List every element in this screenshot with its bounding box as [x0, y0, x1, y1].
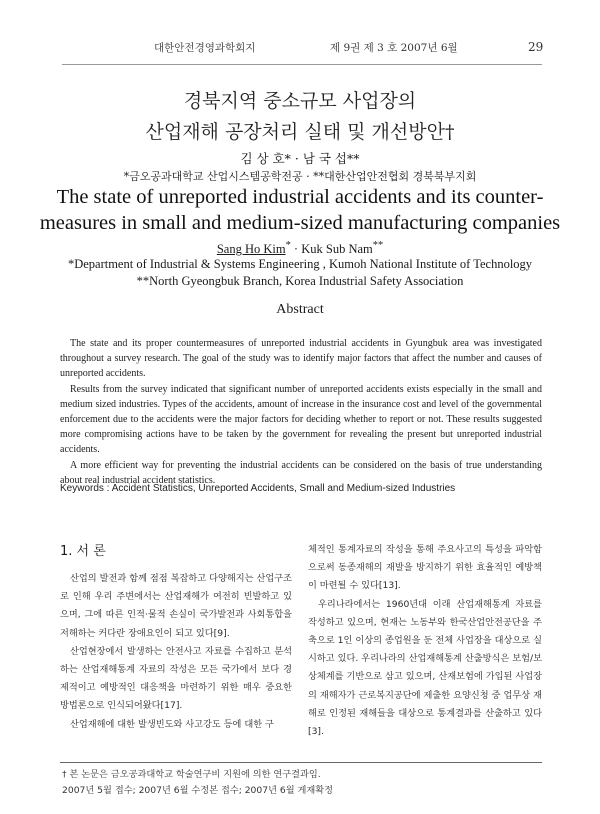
author-1-mark: * [285, 240, 291, 251]
body-paragraph: 체적인 통계자료의 작성을 통해 주요사고의 특성을 파악함으로써 동종재해의 재발을 방지하기 위한 효율적인 예방책이 마련될 수 있다[13]. [308, 544, 542, 592]
english-authors [0, 240, 600, 257]
body-paragraph: 우리나라에서는 1960년대 이래 산업재해통계 자료를 작성하고 있으며, 현재는 노동부와 한국산업안전공단을 주축으로 1인 이상의 종업원을 둔 전체 사업장을 대상으로 실시하고 있다. 우리나라의 산업재해통계 산출방식은 보험/보상체계를 기반으로 삼고 있으며, 산재보험에 가입된 사업장의 재해자가 근로복지공단에 제출한 요양신청 중 업무상 재해로 인정된 재해들을 대상으로 통계결과를 산출하고 있다[3]. [308, 598, 542, 738]
body-column-left [60, 570, 292, 734]
footnote-funding: † 본 논문은 금오공과대학교 학술연구비 지원에 의한 연구결과임. [62, 769, 321, 780]
korean-affiliation: *금오공과대학교 산업시스템공학전공 · **대한산업안전협회 경북북부지회 [123, 170, 477, 183]
footnote-divider [60, 762, 542, 763]
author-2-mark: ** [372, 240, 384, 251]
abstract-heading: Abstract [276, 302, 324, 317]
journal-name: 대한안전경영과학회지 [154, 42, 256, 54]
abstract-body [60, 336, 542, 488]
english-affiliation-1: *Department of Industrial & Systems Engineering , Kumoh National Institute of Technology [67, 257, 533, 271]
korean-title-line-1: 경북지역 중소규모 사업장의 [183, 90, 417, 112]
author-1-name: Sang Ho Kim [216, 242, 286, 257]
section-heading: 1. 서 론 [60, 544, 106, 559]
english-affiliation-2: **North Gyeongbuk Branch, Korea Industrial Safety Association [136, 274, 464, 288]
abstract-paragraph: A more efficient way for preventing the industrial accidents can be considered on the basis of true understanding about real industrial accident statistics. [60, 459, 542, 486]
page-number: 29 [528, 40, 544, 54]
korean-authors: 김 상 호* · 남 국 섭** [240, 151, 360, 166]
abstract-paragraph: Results from the survey indicated that significant number of unreported accidents exists especially in the small and medium sized industries. Types of the accidents, amount of increase in the insurance cost and level of the governmental enforcement due to the accidents were the major factors for deciding whether to report or not. These results suggested more compromising actions have to be taken by the government for revealing the present but unreported industrial accidents. [60, 383, 542, 456]
abstract-paragraph: The state and its proper countermeasures of unreported industrial accidents in Gyungbuk area was investigated throughout a survey research. The goal of the study was to identify major factors that affect the number and causes of unreported accidents. [60, 338, 542, 380]
issue-info: 제 9권 제 3 호 2007년 6월 [330, 42, 458, 54]
keywords: Keywords : Accident Statistics, Unreported Accidents, Small and Medium-sized Industries [60, 483, 456, 494]
korean-title-line-2: 산업재해 공장처리 실태 및 개선방안† [145, 121, 455, 143]
author-2-name: · Kuk Sub Nam [290, 242, 373, 257]
body-paragraph: 산업재해에 대한 발생빈도와 사고강도 등에 대한 구 [70, 718, 274, 730]
english-title-line-1: The state of unreported industrial accidents and its counter- [56, 186, 544, 208]
english-title-line-2: measures in small and medium-sized manufacturing companies [39, 212, 561, 234]
body-paragraph: 산업현장에서 발생하는 안전사고 자료를 수집하고 분석하는 산업재해통계 자료의 작성은 모든 국가에서 보다 경제적이고 예방적인 대응책을 마련하기 위한 매우 중요한 방법론으로 인식되어왔다[17]. [60, 645, 292, 712]
header-divider [62, 64, 542, 65]
body-column-right [308, 541, 542, 741]
footnote-dates: 2007년 5월 접수; 2007년 6월 수정본 접수; 2007년 6월 게재확정 [62, 785, 334, 796]
body-paragraph: 산업의 발전과 함께 점점 복잡하고 다양해지는 산업구조로 인해 우리 주변에서는 산업재해가 여전히 빈발하고 있으며, 그에 따른 인적·물적 손실이 국가발전과 사회통합을 저해하는 커다란 장애요인이 되고 있다[9]. [60, 573, 292, 639]
